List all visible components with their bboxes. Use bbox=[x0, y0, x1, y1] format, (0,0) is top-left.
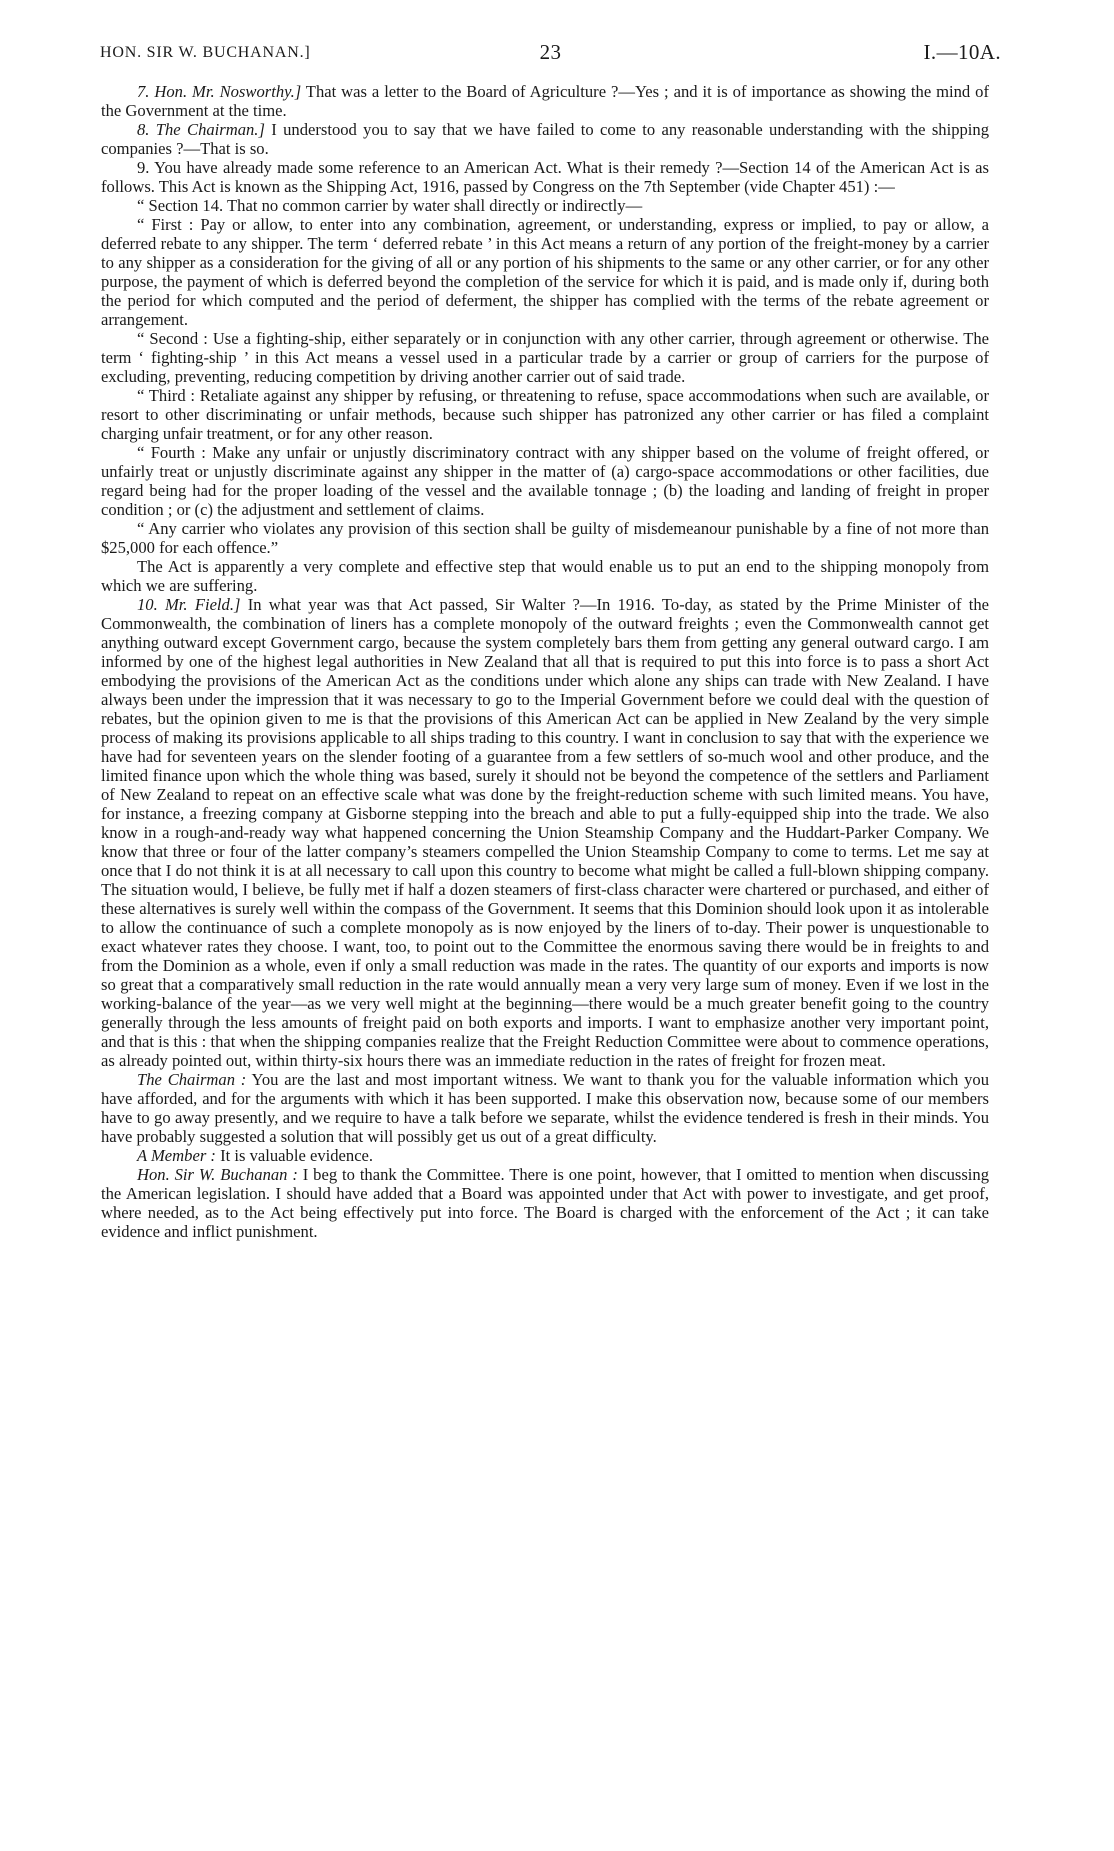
paragraph-text: I understood you to say that we have failed to come to any reasonable understanding with the shipping companies ?—That is so. bbox=[101, 120, 989, 158]
speaker-label: 10. Mr. Field.] bbox=[137, 595, 241, 614]
paragraph-buchanan bbox=[101, 1165, 989, 1241]
paragraph-act-summary bbox=[101, 557, 989, 595]
speaker-label: Hon. Sir W. Buchanan : bbox=[137, 1165, 298, 1184]
paragraph-text: “ Any carrier who violates any provision of this section shall be guilty of misdemeanour punishable by a fine of not more than $25,000 for each offence.” bbox=[101, 519, 989, 557]
quote-second bbox=[101, 329, 989, 386]
paragraph-text: The Act is apparently a very complete and effective step that would enable us to put an end to the shipping monopoly from which we are suffering. bbox=[101, 557, 989, 595]
speaker-label: 7. Hon. Mr. Nosworthy.] bbox=[137, 82, 302, 101]
quote-penalty bbox=[101, 519, 989, 557]
speaker-label: A Member : bbox=[137, 1146, 216, 1165]
paragraph-text: 9. You have already made some reference to an American Act. What is their remedy ?—Section 14 of the American Act is as follows. This Act is known as the Shipping Act, 1916, passed by Congress on the 7th September (vide Chapter 451) :— bbox=[101, 158, 989, 196]
quote-section-14 bbox=[101, 196, 989, 215]
paragraph-q8 bbox=[101, 120, 989, 158]
paragraph-q9 bbox=[101, 158, 989, 196]
paragraph-text: You are the last and most important witness. We want to thank you for the valuable information which you have afforded, and for the arguments with which it has been supported. I make this observation now, because some of our members have to go away presently, and we require to have a talk before we separate, whilst the evidence tendered is fresh in their minds. You have probably suggested a solution that will possibly get us out of a great difficulty. bbox=[101, 1070, 989, 1146]
paragraph-text: I beg to thank the Committee. There is one point, however, that I omitted to mention when discussing the American legislation. I should have added that a Board was appointed under that Act with power to investigate, and get proof, where needed, as to the Act being effectively put into force. The Board is charged with the enforcement of the Act ; it can take evidence and inflict punishment. bbox=[101, 1165, 989, 1241]
paragraph-text: “ First : Pay or allow, to enter into any combination, agreement, or understanding, express or implied, to pay or allow, a deferred rebate to any shipper. The term ‘ deferred rebate ’ in this Act means a return of any portion of the freight-money by a carrier to any shipper as a consideration for the giving of all or any portion of his shipments to the same or any other carrier, or for any other purpose, the payment of which is deferred beyond the completion of the service for which it is paid, and is made only if, during both the period for which computed and the period of deferment, the shipper has complied with the terms of the rebate agreement or arrangement. bbox=[101, 215, 989, 329]
paragraph-text: That was a letter to the Board of Agriculture ?—Yes ; and it is of importance as showing the mind of the Government at the time. bbox=[101, 82, 989, 120]
speaker-label: The Chairman : bbox=[137, 1070, 247, 1089]
page-header bbox=[100, 40, 1001, 68]
paragraph-chairman bbox=[101, 1070, 989, 1146]
paragraph-member bbox=[101, 1146, 989, 1165]
page-body bbox=[101, 82, 989, 1241]
paragraph-q7 bbox=[101, 82, 989, 120]
page-number: 23 bbox=[539, 40, 562, 64]
paragraph-text: “ Section 14. That no common carrier by water shall directly or indirectly— bbox=[137, 196, 643, 215]
paragraph-text: In what year was that Act passed, Sir Walter ?—In 1916. To-day, as stated by the Prime Minister of the Commonwealth, the combination of liners has a complete monopoly of the outward freights ; even the Commonwealth cannot get anything outward except Government cargo, because the system completely bars them from getting any general outward cargo. I am informed by one of the highest legal authorities in New Zealand that all that is required to put this into force is to pass a short Act embodying the provisions of the American Act as the conditions under which alone any ships can trade with New Zealand. I have always been under the impression that it was necessary to go to the Imperial Government before we could deal with the question of rebates, but the opinion given to me is that the provisions of this American Act can be applied in New Zealand by the very simple process of making its provisions applicable to all ships trading to this country. I want in conclusion to say that with the experience we have had for seventeen years on the slender footing of a guarantee from a few settlers of so-much wool and other produce, and the limited finance upon which the whole thing was based, surely it should not be beyond the competence of the settlers and Parliament of New Zealand to repeat on an effective scale what was done by the freight-reduction scheme with such limited means. You have, for instance, a freezing company at Gisborne stepping into the breach and able to put a fully-equipped ship into the trade. We also know in a rough-and-ready way what happened concerning the Union Steamship Company and the Huddart-Parker Company. We know that three or four of the latter company’s steamers compelled the Union Steamship Company to come to terms. Let me say at once that I do not think it is at all necessary to call upon this country to become what might be called a full-blown shipping company. The situation would, I believe, be fully met if half a dozen steamers of first-class character were chartered or purchased, and either of these alternatives is surely well within the compass of the Government. It seems that this Dominion should look upon it as intolerable to allow the continuance of such a complete monopoly as is now enjoyed by the liners of to-day. Their power is unquestionable to exact whatever rates they choose. I want, too, to point out to the Committee the enormous saving there would be in freights to and from the Dominion as a whole, even if only a small reduction was made in the rates. The quantity of our exports and imports is now so great that a comparatively small reduction in the rate would annually mean a very very large sum of money. Even if we lost in the working-balance of the year—as we very well might at the beginning—there would be a much greater benefit going to the country generally through the less amounts of freight paid on both exports and imports. I want to emphasize another very important point, and that is this : that when the shipping companies realize that the Freight Reduction Committee were about to commence operations, as already pointed out, within thirty-six hours there was an immediate reduction in the rates of freight for frozen meat. bbox=[101, 595, 989, 1070]
speaker-label: 8. The Chairman.] bbox=[137, 120, 265, 139]
quote-fourth bbox=[101, 443, 989, 519]
paragraph-q10 bbox=[101, 595, 989, 1070]
quote-third bbox=[101, 386, 989, 443]
header-speaker-name: HON. SIR W. BUCHANAN.] bbox=[100, 44, 311, 61]
paragraph-text: It is valuable evidence. bbox=[215, 1146, 374, 1165]
document-reference: I.—10A. bbox=[923, 40, 1001, 64]
paragraph-text: “ Third : Retaliate against any shipper by refusing, or threatening to refuse, space accommodations when such are available, or resort to other discriminating or unfair methods, because such shipper has patronized any other carrier or has filed a complaint charging unfair treatment, or for any other reason. bbox=[101, 386, 989, 443]
paragraph-text: “ Second : Use a fighting-ship, either separately or in conjunction with any other carrier, through agreement or otherwise. The term ‘ fighting-ship ’ in this Act means a vessel used in a particular trade by a carrier or group of carriers for the purpose of excluding, preventing, reducing competition by driving another carrier out of said trade. bbox=[101, 329, 989, 386]
quote-first bbox=[101, 215, 989, 329]
paragraph-text: “ Fourth : Make any unfair or unjustly discriminatory contract with any shipper based on the volume of freight offered, or unfairly treat or unjustly discriminate against any shipper in the matter of (a) cargo-space accommodations or other facilities, due regard being had for the proper loading of the vessel and the available tonnage ; (b) the loading and landing of freight in proper condition ; or (c) the adjustment and settlement of claims. bbox=[101, 443, 989, 519]
